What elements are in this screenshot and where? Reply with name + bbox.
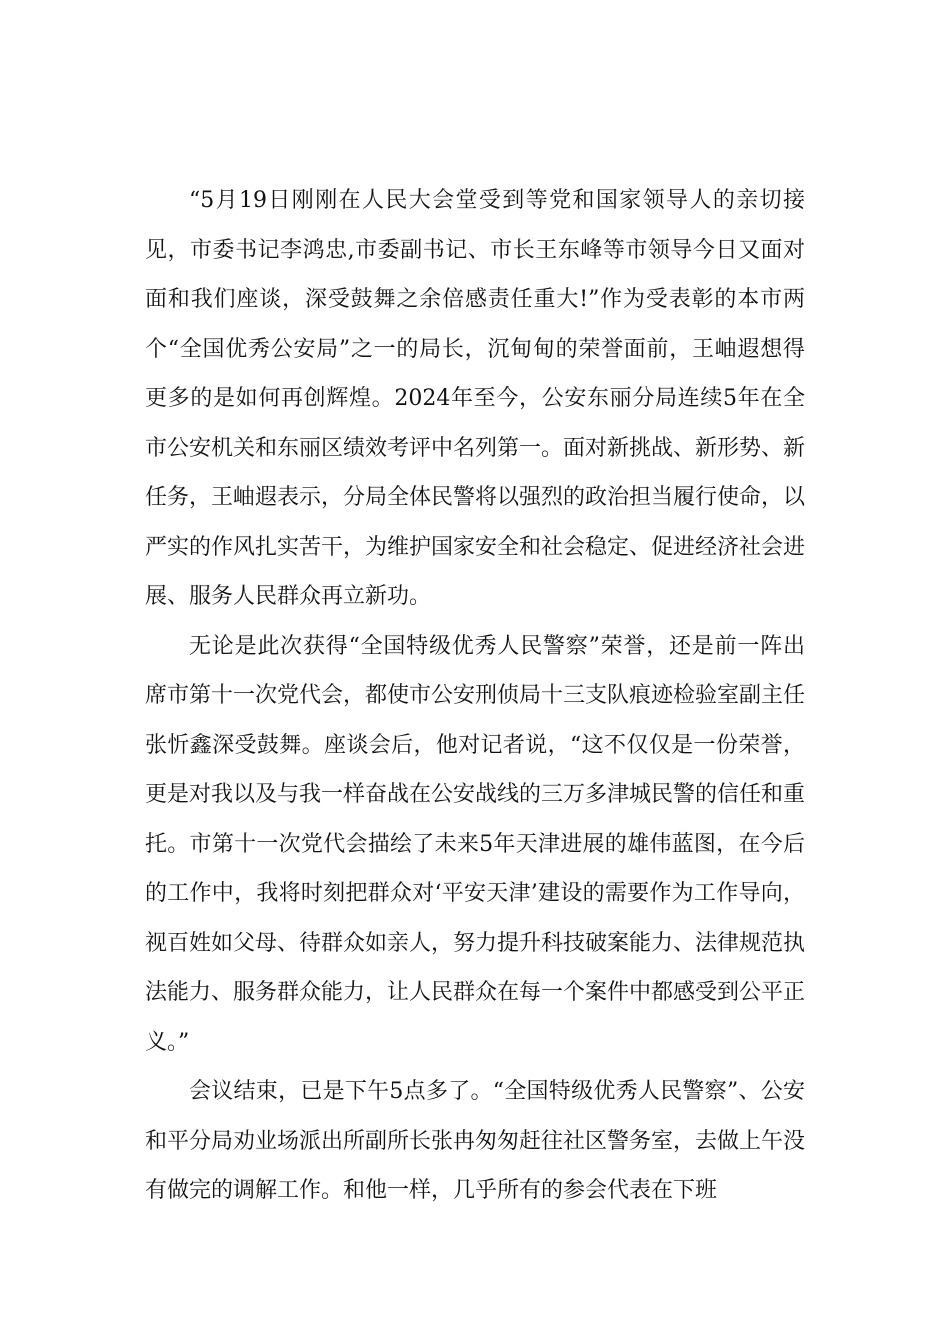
paragraph-2: 无论是此次获得“全国特级优秀人民警察”荣誉，还是前一阵出席市第十一次党代会，都使市公安刑侦局十三支队痕迹检验室副主任张忻鑫深受鼓舞。座谈会后，他对记者说，“这不仅仅是一份荣誉，更是对我以及与我一样奋战在公安战线的三万多津城民警的信任和重托。市第十一次党代会描绘了未来5年天津进展的雄伟蓝图，在今后的工作中，我将时刻把群众对‘平安天津’建设的需要作为工作导向，视百姓如父母、待群众如亲人，努力提升科技破案能力、法律规范执法能力、服务群众能力，让人民群众在每一个案件中都感受到公平正义。” [145, 633, 806, 1055]
paragraph-1: “5月19日刚刚在人民大会堂受到等党和国家领导人的亲切接见，市委书记李鸿忠,市委副书记、市长王东峰等市领导今日又面对面和我们座谈，深受鼓舞之余倍感责任重大!”作为受表彰的本市两个“全国优秀公安局”之一的局长，沉甸甸的荣誉面前，王岫遐想得更多的是如何再创辉煌。2024年至今，公安东丽分局连续5年在全市公安机关和东丽区绩效考评中名列第一。面对新挑战、新形势、新任务，王岫遐表示，分局全体民警将以强烈的政治担当履行使命，以严实的作风扎实苦干，为维护国家安全和社会稳定、促进经济社会进展、服务人民群众再立新功。 [145, 188, 806, 609]
document-body [145, 176, 805, 1216]
paragraph-3: 会议结束，已是下午5点多了。“全国特级优秀人民警察”、公安和平分局劝业场派出所副所长张冉匆匆赶往社区警务室，去做上午没有做完的调解工作。和他一样，几乎所有的参会代表在下班 [145, 1079, 806, 1203]
